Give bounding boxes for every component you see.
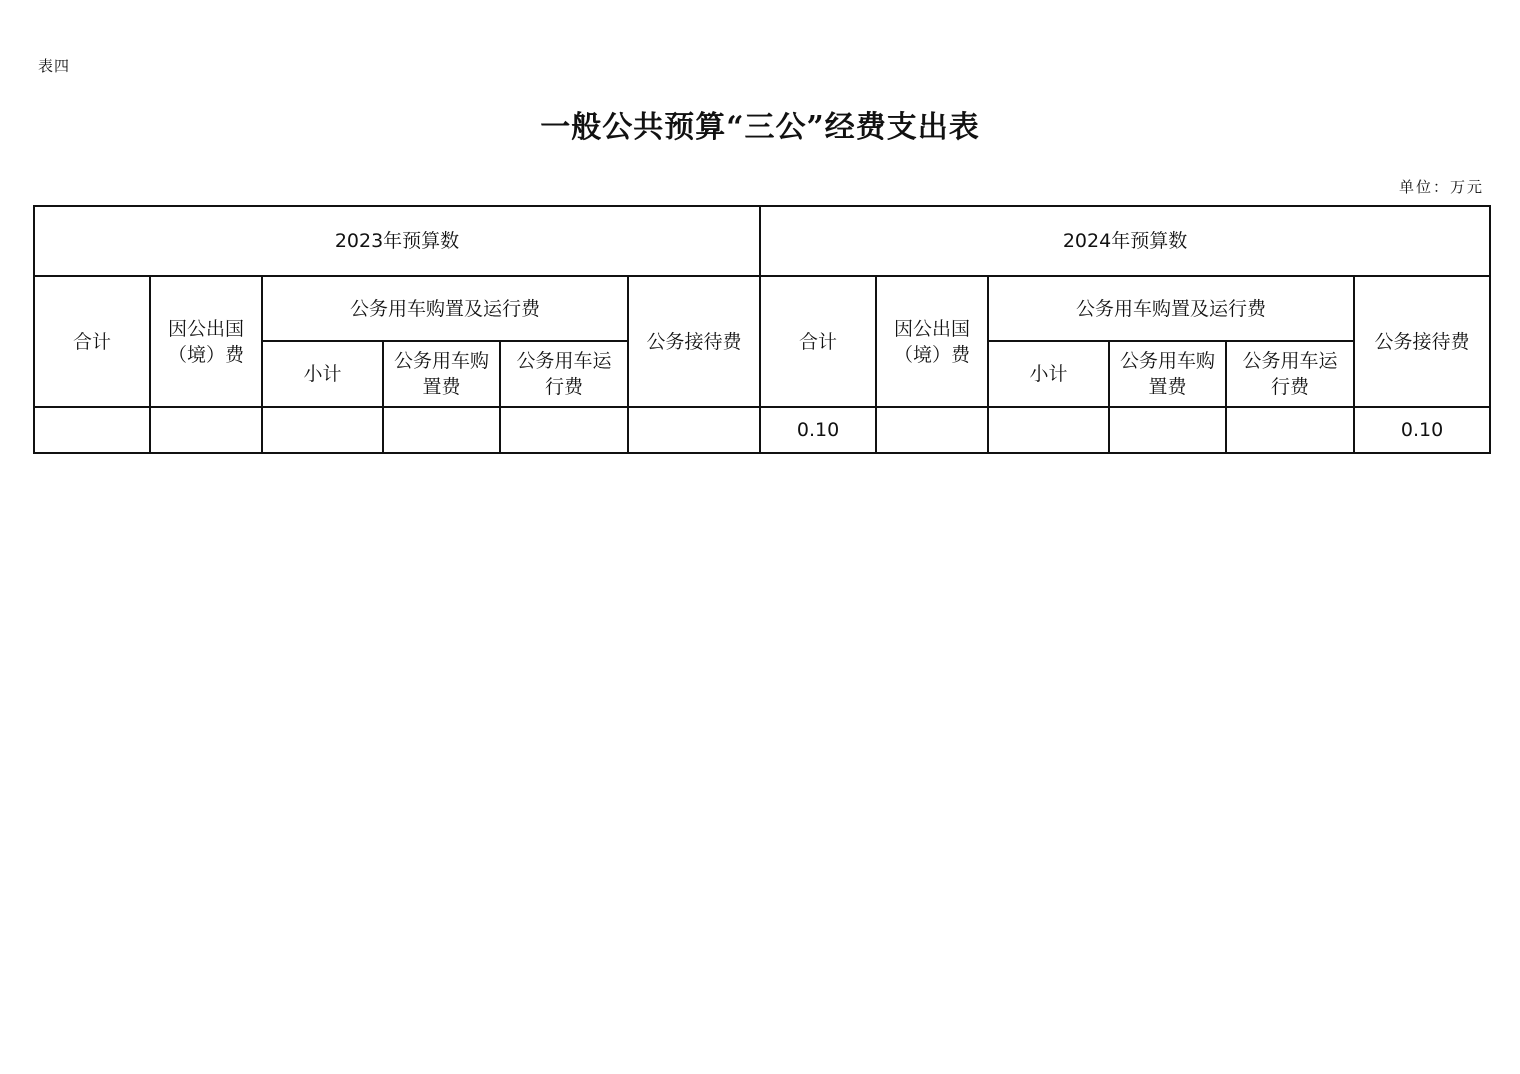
header-2023-vehicle-operation-line1: 公务用车运 xyxy=(516,350,612,372)
header-2023-vehicle-purchase-line2: 置费 xyxy=(422,376,461,398)
page-title: 一般公共预算“三公”经费支出表 xyxy=(540,110,980,145)
header-2024-subtotal: 小计 xyxy=(988,341,1109,407)
header-2023-vehicle-operation-line2: 行费 xyxy=(544,376,583,398)
cell-2024-subtotal xyxy=(988,407,1109,453)
cell-2024-vehicle-operation xyxy=(1226,407,1354,453)
cell-2024-reception: 0.10 xyxy=(1354,407,1490,453)
header-2024-vehicle-operation-line1: 公务用车运 xyxy=(1242,350,1338,372)
header-2024-vehicle-operation-line2: 行费 xyxy=(1271,376,1310,398)
cell-2023-vehicle-operation xyxy=(500,407,628,453)
year-2023-header: 2023年预算数 xyxy=(34,206,760,276)
header-2023-subtotal: 小计 xyxy=(262,341,383,407)
cell-2024-overseas xyxy=(876,407,988,453)
header-2023-vehicle-operation xyxy=(500,341,628,407)
cell-2024-total: 0.10 xyxy=(760,407,876,453)
header-2024-vehicle-purchase-line1: 公务用车购 xyxy=(1120,350,1216,372)
header-2024-vehicle-purchase xyxy=(1109,341,1226,407)
header-2024-overseas-line1: 因公出国 xyxy=(894,317,971,340)
header-2024-vehicle-purchase-line2: 置费 xyxy=(1148,376,1187,398)
header-2024-overseas xyxy=(876,276,988,407)
budget-table xyxy=(33,205,1491,454)
cell-2024-vehicle-purchase xyxy=(1109,407,1226,453)
cell-2023-overseas xyxy=(150,407,262,453)
column-header-row xyxy=(34,276,1490,341)
header-2023-total: 合计 xyxy=(34,276,150,407)
header-2023-reception: 公务接待费 xyxy=(628,276,760,407)
header-2023-overseas-line1: 因公出国 xyxy=(167,317,244,340)
year-2024-header: 2024年预算数 xyxy=(760,206,1490,276)
cell-2023-vehicle-purchase xyxy=(383,407,500,453)
cell-2023-total xyxy=(34,407,150,453)
header-2024-vehicle-group: 公务用车购置及运行费 xyxy=(988,276,1354,341)
header-2024-overseas-line2: （境）费 xyxy=(894,343,971,366)
header-2023-overseas-line2: （境）费 xyxy=(167,343,244,366)
year-header-row xyxy=(34,206,1490,276)
cell-2023-subtotal xyxy=(262,407,383,453)
header-2023-vehicle-group: 公务用车购置及运行费 xyxy=(262,276,628,341)
header-2024-vehicle-operation xyxy=(1226,341,1354,407)
table-label: 表四 xyxy=(38,57,71,75)
header-2023-overseas xyxy=(150,276,262,407)
header-2023-vehicle-purchase xyxy=(383,341,500,407)
header-2024-total: 合计 xyxy=(760,276,876,407)
table-row xyxy=(34,407,1490,453)
header-2023-vehicle-purchase-line1: 公务用车购 xyxy=(393,350,489,372)
cell-2023-reception xyxy=(628,407,760,453)
unit-label: 单位：万元 xyxy=(1398,178,1484,196)
header-2024-reception: 公务接待费 xyxy=(1354,276,1490,407)
